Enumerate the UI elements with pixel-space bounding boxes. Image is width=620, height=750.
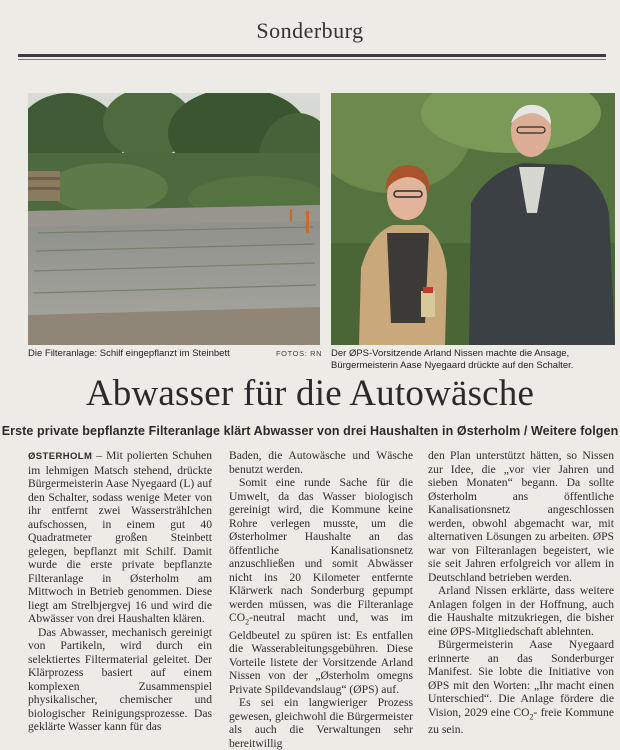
article-paragraph: [28, 449, 212, 626]
photo-filter-bed-image: [28, 93, 320, 345]
photo-filter-bed: [28, 93, 320, 345]
article-paragraph: [229, 476, 413, 696]
article-text: -neutral macht und, was im Geldbeutel zu spüren ist: Es entfallen die Wasserableitungsgebühren. Diese Vorteile listete der Vorsitzende Arland Nissen von der „Østerholm omegns Private Spildevandslaug“ (ØPS) auf.: [229, 611, 413, 696]
article-column-3: [428, 449, 614, 737]
subheadline: Erste private bepflanzte Filteranlage klärt Abwasser von drei Haushalten in Østerholm / Weitere folgen: [1, 424, 619, 438]
article-paragraph: [428, 638, 614, 737]
dateline: ØSTERHOLM: [28, 451, 93, 462]
article-column-1: [28, 449, 212, 734]
headline: Abwasser für die Autowäsche: [85, 373, 535, 414]
article-text: Somit eine runde Sache für die Umwelt, da das Wasser biologisch gereinigt wird, die Kommune keine Rohre verlegen musste, um die Østerholmer Haushalte an das öffentliche Kanalisationsnetz anzuschließen und somit Abwässer nicht ins 20 Kilometer entfernte Klärwerk nach Sonderburg gepumpt werden müssen, was die Filteranlage CO: [229, 476, 413, 624]
article-text: – Mit polierten Schuhen im lehmigen Matsch stehend, drückte Bürgermeisterin Aase Nyegaard (L) auf den Schalter, sodass wenige Meter von ihr entfernt zwei Wasserstrählchen aufschossen, in einem gut 40 Quadratmeter großen Steinbett gelegen, bepflanzt mit Schilf. Damit wurde die erste private bepflanzte Filteranlage in Østerholm am Mittwoch in Betrieb genommen. Diese liegt am Strelbjergvej 16 und wird die Abwässer von drei Haushalten klären.: [28, 449, 212, 625]
article-paragraph: Arland Nissen erklärte, dass weitere Anlagen folgen in der Hoffnung, auch die Haushalte mitzukriegen, die bisher eine ØPS-Mitgliedschaft ablehnten.: [428, 584, 614, 638]
photo-caption-left: Die Filteranlage: Schilf eingepflanzt im Steinbett: [28, 348, 230, 359]
section-rule: [18, 54, 606, 57]
photo-credit: FOTOS: RN: [276, 349, 323, 358]
section-rule-thin: [18, 59, 606, 60]
article-column-2: [229, 449, 413, 750]
photo-caption-right: Der ØPS-Vorsitzende Arland Nissen machte die Ansage, Bürgermeisterin Aase Nyegaard drückte auf den Schalter.: [331, 348, 574, 371]
article-paragraph: Es sei ein langwieriger Prozess gewesen, gleichwohl die Bürgermeister als auch die Verwaltungen sehr bereitwillig: [229, 696, 413, 750]
co2-subscript: 2: [245, 617, 250, 627]
photo-officials: [331, 93, 615, 345]
photo-officials-image: [331, 93, 615, 345]
article-paragraph: Das Abwasser, mechanisch gereinigt von Partikeln, wird durch ein selektiertes Filtermaterial geleitet. Der Klärprozess basiert auf einem komplexen Zusammenspiel physikalischer, chemischer und biologischer Reinigungsprozesse. Das geklärte Wasser kann für das: [28, 625, 212, 733]
article-text: Bürgermeisterin Aase Nyegaard erinnerte an das Sonderburger Manifest. Sie lobte die Initiative von ØPS mit den Worten: „Ihr macht einen Unterschied“. Die Anlage fördere die Vision, 2029 eine CO: [428, 638, 614, 719]
article-text: - freie Kommune zu sein.: [428, 705, 614, 737]
article-paragraph: den Plan unterstützt hätten, so Nissen zur Idee, die „vor vier Jahren und sieben Monaten“ begann. Da sollte Østerholm ans öffentliche Kanalisationsnetz angeschlossen werden, obwohl abgemacht war, mit alternativen Lösungen zu arbeiten. ØPS war von Filteranlagen begeistert, wie sie seit Jahren erfolgreich vor allem in Deutschland betrieben werden.: [428, 449, 614, 584]
article-paragraph: Baden, die Autowäsche und Wäsche benutzt werden.: [229, 449, 413, 476]
section-title: Sonderburg: [256, 18, 364, 43]
co2-subscript: 2: [529, 711, 534, 721]
